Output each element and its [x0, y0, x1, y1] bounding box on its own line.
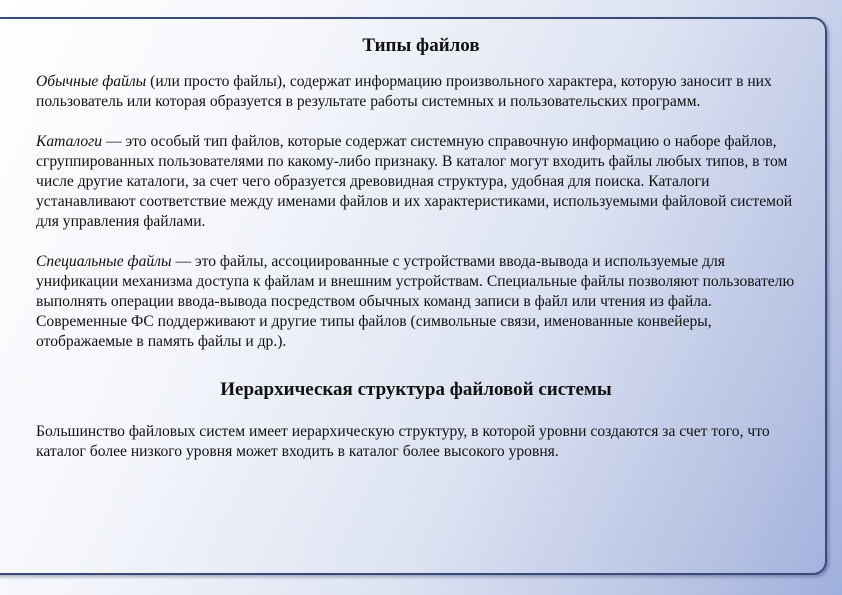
- section-title-hierarchy: Иерархическая структура файловой системы: [220, 379, 612, 400]
- paragraph-directories: [36, 132, 796, 232]
- paragraph-special-files-text: — это файлы, ассоциированные с устройствами ввода-вывода и используемые для унификации механизма доступа к файлам и внешним устройствам. Специальные файлы позволяют пользователю выполнять операции ввода-вывода посредством обычных команд записи в файл или чтения из файла. Современные ФС поддерживают и другие типы файлов (символьные связи, именованные конвейеры, отображаемые в память файлы и др.).: [36, 253, 795, 350]
- paragraph-regular-files: [36, 72, 796, 112]
- term-directories: Каталоги: [36, 133, 103, 150]
- slide-content: [36, 34, 796, 482]
- paragraph-hierarchy: Большинство файловых систем имеет иерархическую структуру, в которой уровни создаются за счет того, что каталог более низкого уровня может входить в каталог более высокого уровня.: [36, 423, 770, 460]
- slide-title: Типы файлов: [362, 35, 480, 56]
- term-special-files: Специальные файлы: [36, 253, 172, 270]
- paragraph-directories-text: — это особый тип файлов, которые содержат системную справочную информацию о наборе файлов, сгруппированных пользователями по какому-либо признаку. В каталог могут входить файлы любых типов, в том числе другие каталоги, за счет чего образуется древовидная структура, удобная для поиска. Каталоги устанавливают соответствие между именами файлов и их характеристиками, используемыми файловой системой для управления файлами.: [36, 133, 793, 230]
- paragraph-regular-files-text: (или просто файлы), содержат информацию произвольного характера, которую заносит в них пользователь или которая образуется в результате работы системных и пользовательских программ.: [36, 73, 772, 110]
- term-regular-files: Обычные файлы: [36, 73, 147, 90]
- paragraph-special-files: [36, 252, 796, 352]
